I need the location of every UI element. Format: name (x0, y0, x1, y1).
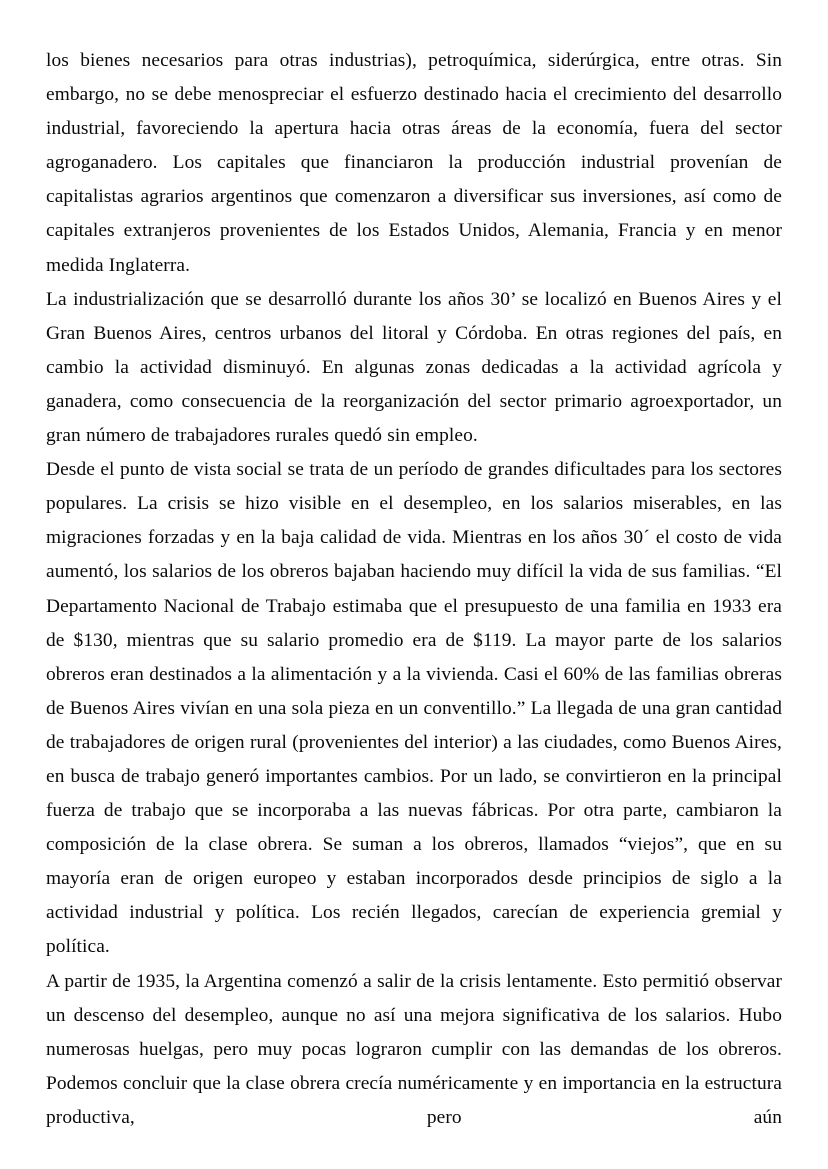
paragraph-situacion-social: Desde el punto de vista social se trata de un período de grandes dificultades para los sectores populares. La crisis se hizo visible en el desempleo, en los salarios miserables, en las migraciones forzadas y en la baja calidad de vida. Mientras en los años 30´ el costo de vida aumentó, los salarios de los obreros bajaban haciendo muy difícil la vida de sus familias. “El Departamento Nacional de Trabajo estimaba que el presupuesto de una familia en 1933 era de $130, mientras que su salario promedio era de $119. La mayor parte de los salarios obreros eran destinados a la alimentación y a la vivienda. Casi el 60% de las familias obreras de Buenos Aires vivían en una sola pieza en un conventillo.” La llegada de una gran cantidad de trabajadores de origen rural (provenientes del interior) a las ciudades, como Buenos Aires, en busca de trabajo generó importantes cambios. Por un lado, se convirtieron en la principal fuerza de trabajo que se incorporaba a las nuevas fábricas. Por otra parte, cambiaron la composición de la clase obrera. Se suman a los obreros, llamados “viejos”, que en su mayoría eran de origen europeo y estaban incorporados desde principios de siglo a la actividad industrial y política. Los recién llegados, carecían de experiencia gremial y política. (46, 459, 782, 958)
paragraph-localizacion-industrializacion: La industrialización que se desarrolló durante los años 30’ se localizó en Buenos Aires y el Gran Buenos Aires, centros urbanos del litoral y Córdoba. En otras regiones del país, en cambio la actividad disminuyó. En algunas zonas dedicadas a la actividad agrícola y ganadera, como consecuencia de la reorganización del sector primario agroexportador, un gran número de trabajadores rurales quedó sin empleo. (46, 288, 782, 447)
paragraph-industria-continuacion: los bienes necesarios para otras industrias), petroquímica, siderúrgica, entre otras. Sin embargo, no se debe menospreciar el esfuerzo destinado hacia el crecimiento del desarrollo industrial, favoreciendo la apertura hacia otras áreas de la economía, fuera del sector agroganadero. Los capitales que financiaron la producción industrial provenían de capitalistas agrarios argentinos que comenzaron a diversificar sus inversiones, así como de capitales extranjeros provenientes de los Estados Unidos, Alemania, Francia y en menor medida Inglaterra. (46, 50, 782, 276)
paragraph-salida-crisis-1935: A partir de 1935, la Argentina comenzó a salir de la crisis lentamente. Esto permitió observar un descenso del desempleo, aunque no así una mejora significativa de los salarios. Hubo numerosas huelgas, pero muy pocas lograron cumplir con las demandas de los obreros. Podemos concluir que la clase obrera crecía numéricamente y en importancia en la estructura productiva, pero aún (46, 970, 782, 1128)
document-text-column (46, 44, 782, 1169)
